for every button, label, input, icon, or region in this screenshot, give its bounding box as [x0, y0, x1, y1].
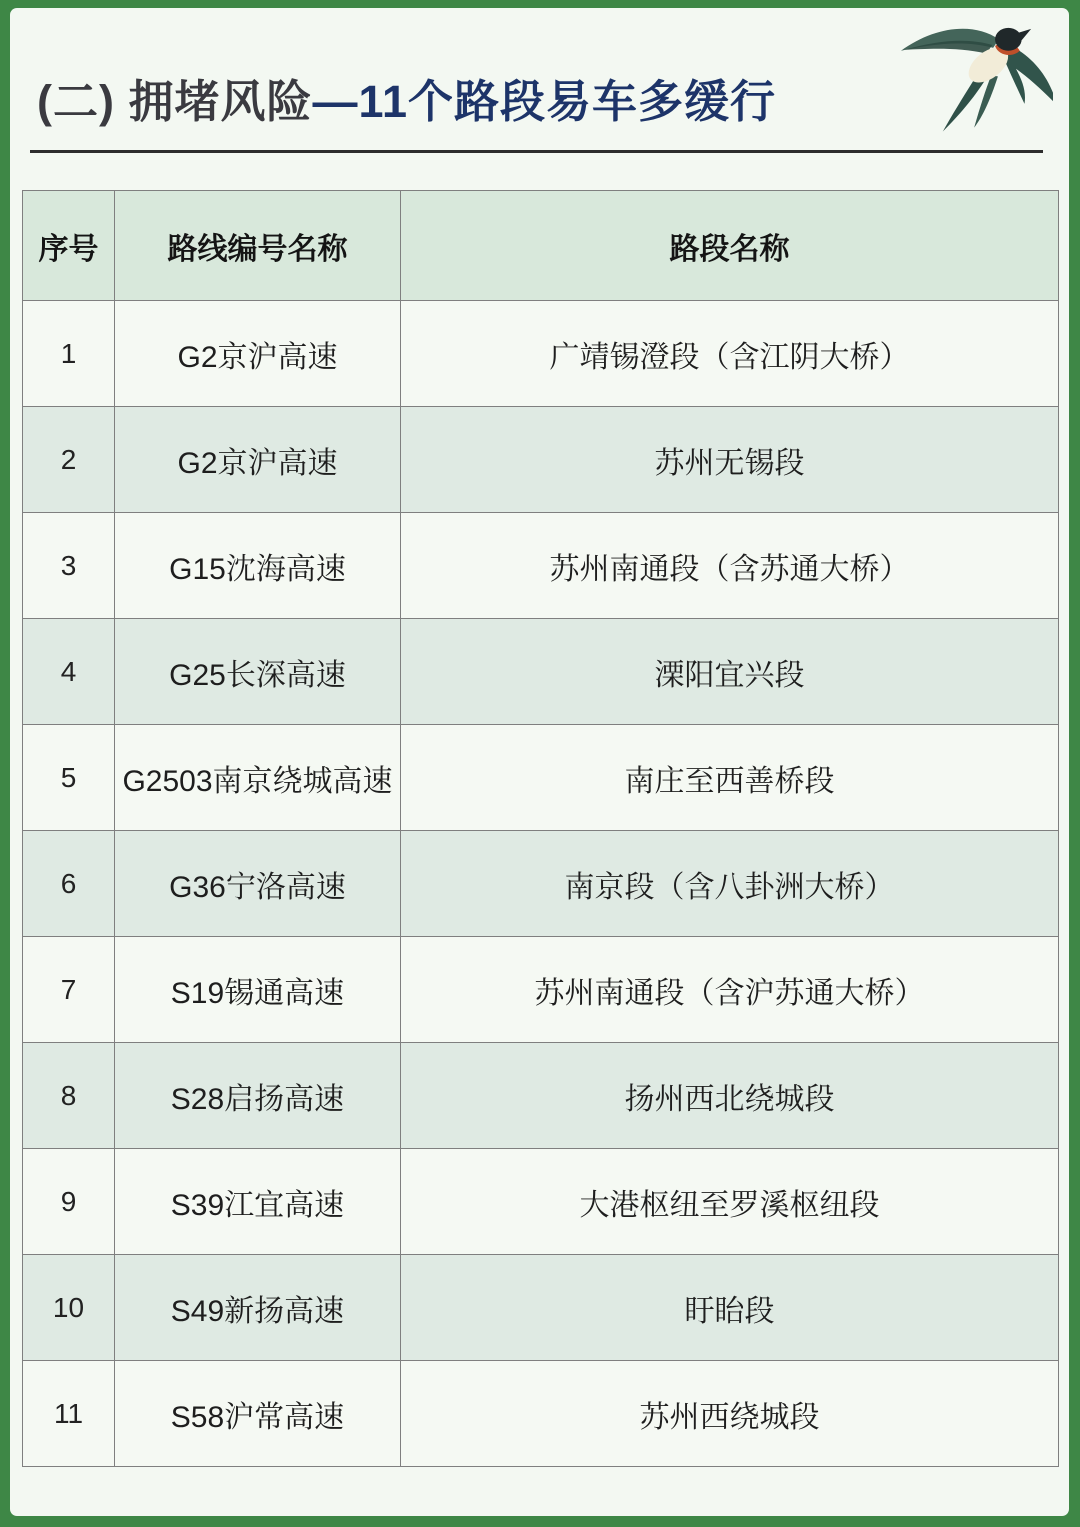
route-name: G15沈海高速: [115, 513, 401, 619]
segment-name: 大港枢纽至罗溪枢纽段: [401, 1149, 1059, 1255]
table-row: [23, 831, 1059, 937]
title-divider: [30, 150, 1043, 153]
route-name: G2503南京绕城高速: [115, 725, 401, 831]
row-number: 3: [23, 513, 115, 619]
segment-name: 盱眙段: [401, 1255, 1059, 1361]
row-number: 8: [23, 1043, 115, 1149]
page: [10, 8, 1069, 1516]
table-header-row: [23, 191, 1059, 301]
segment-name: 南庄至西善桥段: [401, 725, 1059, 831]
table-row: [23, 937, 1059, 1043]
row-number: 4: [23, 619, 115, 725]
table-row: [23, 619, 1059, 725]
segment-name: 苏州西绕城段: [401, 1361, 1059, 1467]
table-row: [23, 1361, 1059, 1467]
segment-name: 广靖锡澄段（含江阴大桥）: [401, 301, 1059, 407]
row-number: 6: [23, 831, 115, 937]
segment-name: 扬州西北绕城段: [401, 1043, 1059, 1149]
row-number: 11: [23, 1361, 115, 1467]
col-header-index: 序号: [23, 191, 115, 301]
table-row: [23, 301, 1059, 407]
title-highlight: —11个路段易车多缓行: [312, 76, 777, 127]
table-row: [23, 1043, 1059, 1149]
segment-name: 溧阳宜兴段: [401, 619, 1059, 725]
col-header-segment: 路段名称: [401, 191, 1059, 301]
row-number: 5: [23, 725, 115, 831]
col-header-route: 路线编号名称: [115, 191, 401, 301]
route-name: S58沪常高速: [115, 1361, 401, 1467]
table-row: [23, 1255, 1059, 1361]
route-name: G36宁洛高速: [115, 831, 401, 937]
route-name: G25长深高速: [115, 619, 401, 725]
route-name: S19锡通高速: [115, 937, 401, 1043]
page-title: [37, 76, 776, 128]
route-name: G2京沪高速: [115, 407, 401, 513]
title-prefix: (二) 拥堵风险: [37, 76, 313, 127]
route-name: S39江宜高速: [115, 1149, 401, 1255]
table-row: [23, 513, 1059, 619]
segment-name: 苏州南通段（含沪苏通大桥）: [401, 937, 1059, 1043]
row-number: 9: [23, 1149, 115, 1255]
table-row: [23, 1149, 1059, 1255]
row-number: 1: [23, 301, 115, 407]
route-name: S28启扬高速: [115, 1043, 401, 1149]
segment-name: 苏州无锡段: [401, 407, 1059, 513]
row-number: 2: [23, 407, 115, 513]
swallow-icon: [901, 14, 1053, 134]
route-name: G2京沪高速: [115, 301, 401, 407]
congestion-table: [22, 190, 1059, 1467]
table-row: [23, 725, 1059, 831]
row-number: 10: [23, 1255, 115, 1361]
segment-name: 南京段（含八卦洲大桥）: [401, 831, 1059, 937]
row-number: 7: [23, 937, 115, 1043]
table-row: [23, 407, 1059, 513]
route-name: S49新扬高速: [115, 1255, 401, 1361]
segment-name: 苏州南通段（含苏通大桥）: [401, 513, 1059, 619]
